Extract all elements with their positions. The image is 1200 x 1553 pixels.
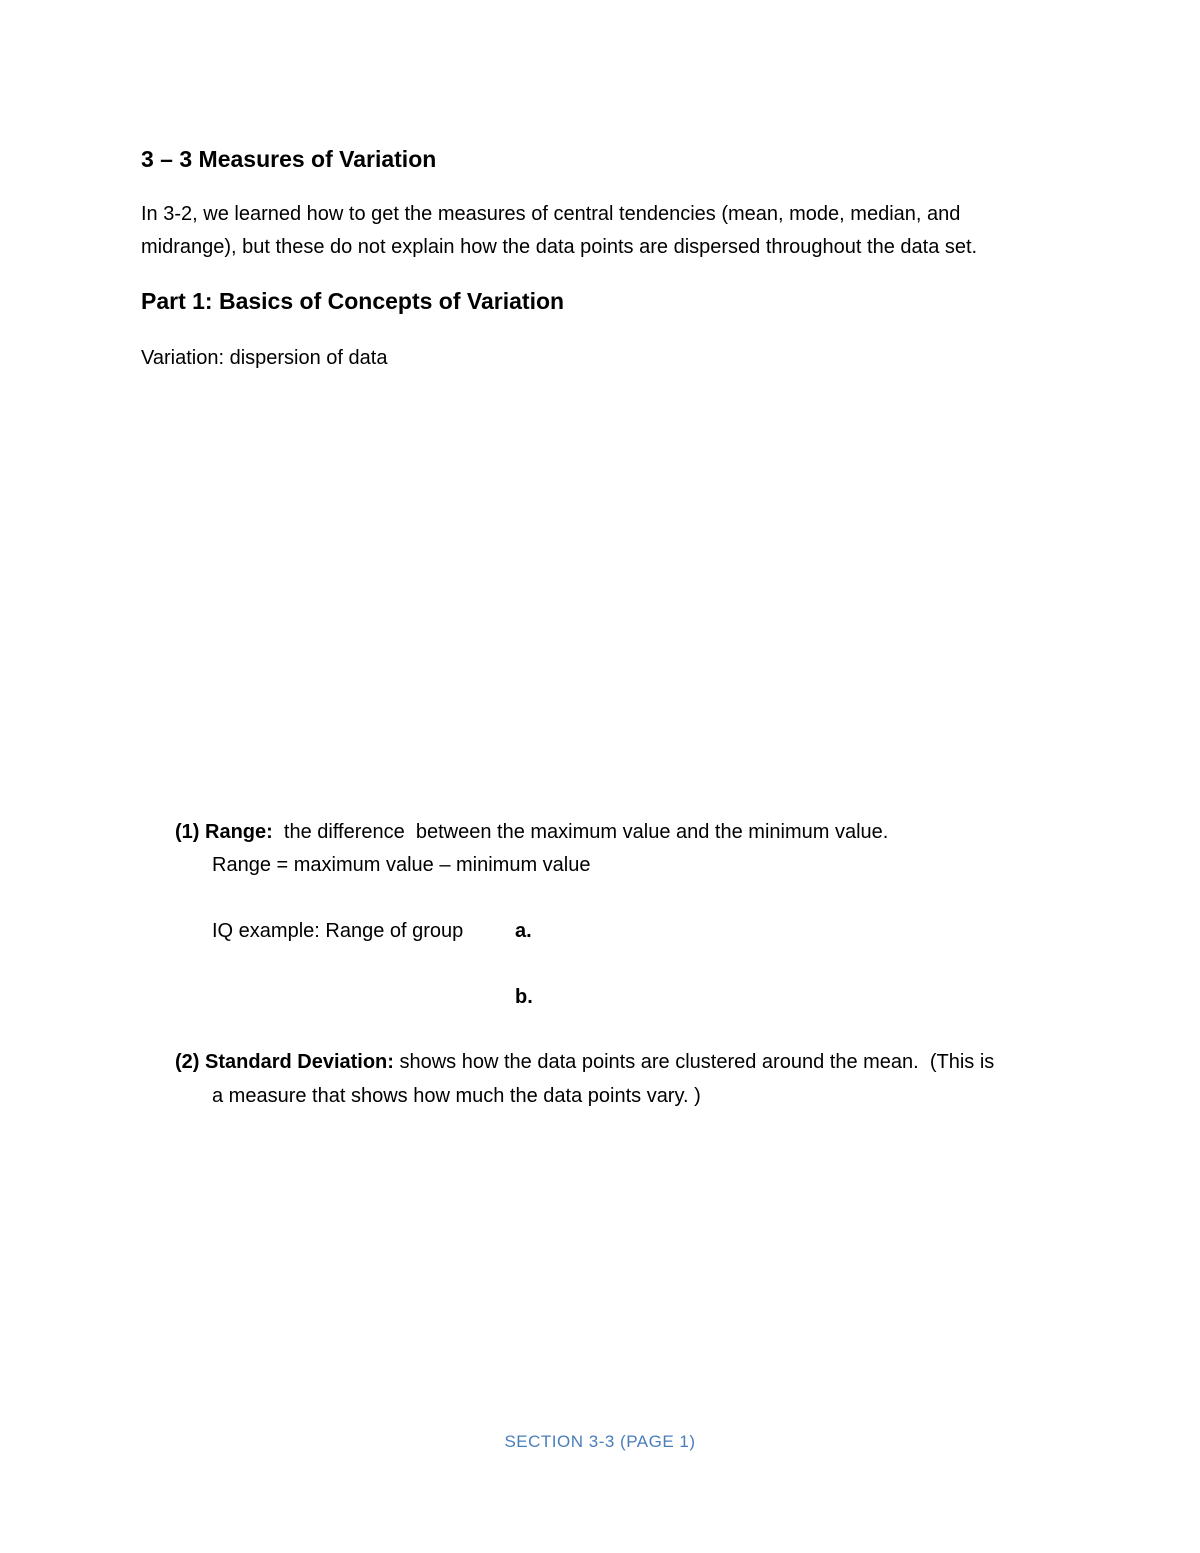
- range-definition: the difference between the maximum value and the minimum value.: [272, 821, 889, 843]
- range-formula: Range = maximum value – minimum value: [212, 854, 591, 876]
- group-label-b: b.: [515, 986, 533, 1008]
- intro-paragraph: [141, 198, 1081, 264]
- variation-definition: Variation: dispersion of data: [141, 347, 388, 369]
- page-footer: SECTION 3-3 (PAGE 1): [504, 1432, 696, 1451]
- std-dev-item-number: (2): [175, 1051, 200, 1073]
- range-term: Range:: [205, 821, 273, 843]
- std-dev-continuation: a measure that shows how much the data points vary. ): [212, 1085, 701, 1107]
- std-dev-term: Standard Deviation:: [205, 1051, 394, 1073]
- std-dev-item: [175, 1046, 994, 1079]
- intro-line-2: midrange), but these do not explain how the data points are dispersed throughout the data set.: [141, 236, 978, 258]
- group-label-a: a.: [515, 920, 532, 942]
- iq-example: IQ example: Range of group: [212, 920, 464, 942]
- range-item: [175, 816, 888, 849]
- range-item-number: (1): [175, 821, 200, 843]
- std-dev-definition: shows how the data points are clustered around the mean. (This is: [393, 1051, 995, 1073]
- page-title: 3 – 3 Measures of Variation: [141, 146, 437, 172]
- part1-heading: Part 1: Basics of Concepts of Variation: [141, 288, 565, 314]
- intro-line-1: In 3-2, we learned how to get the measures of central tendencies (mean, mode, median, and: [141, 203, 961, 225]
